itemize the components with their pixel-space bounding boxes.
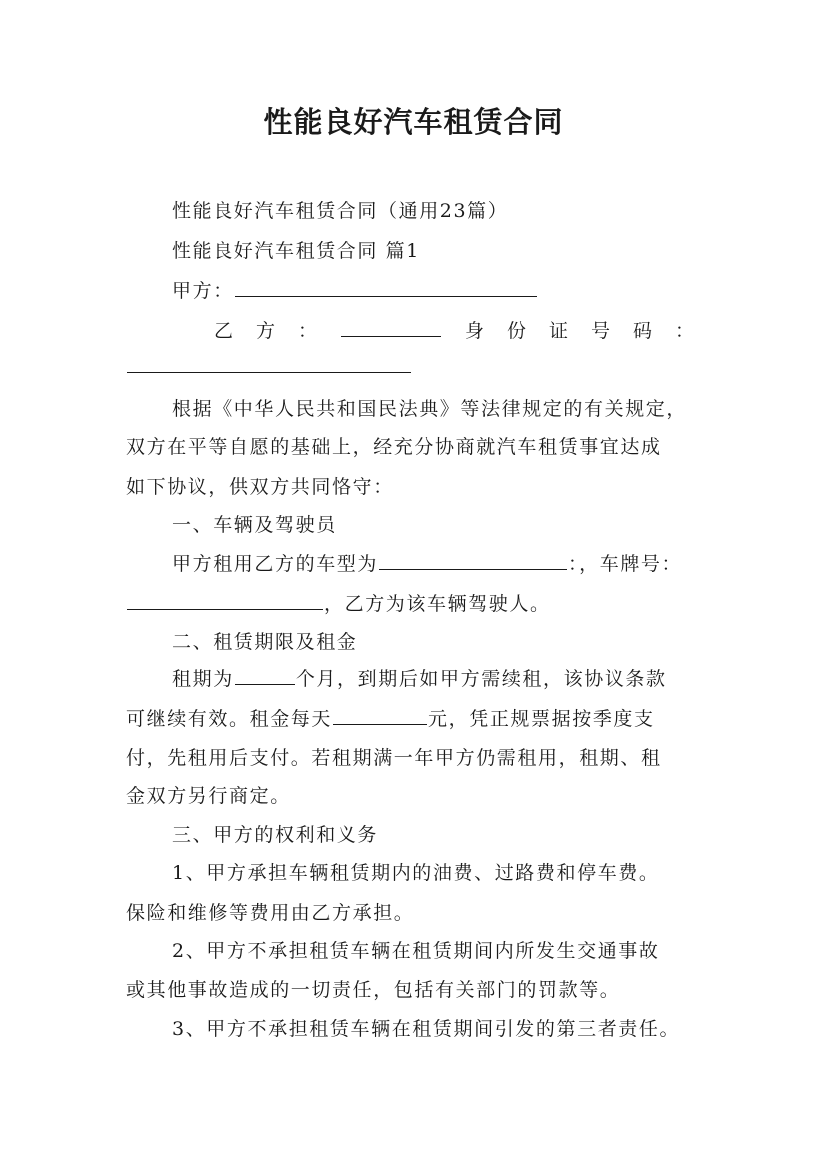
clause-heading: 三、甲方的权利和义务: [172, 824, 379, 846]
party-a-line: [172, 276, 538, 306]
intro-line: 如下协议，供双方共同恪守：: [126, 476, 394, 498]
party-b-char: 乙: [214, 320, 234, 342]
party-b-char: ：: [298, 320, 318, 342]
clause-text-segment: 租期为: [172, 668, 234, 690]
clause-text: [172, 549, 682, 579]
lease-months-blank: [235, 664, 295, 685]
party-b-char: 码: [632, 320, 652, 342]
party-b-char: 身: [464, 320, 484, 342]
clause-text: 付，先租用后支付。若租期满一年甲方仍需租用，租期、租: [126, 747, 662, 769]
daily-rent-blank: [333, 704, 427, 725]
section-heading: 性能良好汽车租赁合同 篇1: [172, 240, 420, 262]
clause-text: 1、甲方承担车辆租赁期内的油费、过路费和停车费。: [172, 862, 660, 884]
party-b-char: 份: [506, 320, 526, 342]
clause-text: 或其他事故造成的一切责任，包括有关部门的罚款等。: [126, 979, 621, 1001]
document-title: 性能良好汽车租赁合同: [263, 105, 564, 139]
party-b-char: 证: [548, 320, 568, 342]
id-number-line: [126, 352, 412, 382]
party-b-line: [214, 316, 694, 346]
plate-number-blank: [127, 589, 323, 610]
id-number-blank: [127, 352, 411, 373]
party-b-char: 号: [590, 320, 610, 342]
party-a-blank: [235, 276, 537, 297]
party-b-char: 方: [256, 320, 276, 342]
clause-heading: 一、车辆及驾驶员: [172, 514, 337, 536]
car-model-blank: [379, 549, 567, 570]
clause-text: 2、甲方不承担租赁车辆在租赁期间内所发生交通事故: [172, 940, 660, 962]
document-subtitle: 性能良好汽车租赁合同（通用23篇）: [172, 200, 509, 222]
clause-text-segment: 甲方租用乙方的车型为: [172, 553, 379, 575]
clause-text: [172, 664, 667, 694]
clause-text-segment: 可继续有效。租金每天: [126, 708, 333, 730]
party-b-char: ：: [674, 320, 694, 342]
clause-text: 3、甲方不承担租赁车辆在租赁期间引发的第三者责任。: [172, 1018, 681, 1040]
party-b-name-blank: [341, 316, 441, 337]
clause-heading: 二、租赁期限及租金: [172, 631, 358, 653]
clause-text-segment: ：，车牌号：: [568, 553, 683, 575]
clause-text: 金双方另行商定。: [126, 785, 291, 807]
clause-text: [126, 589, 551, 619]
party-a-label: 甲方：: [172, 280, 234, 302]
intro-line: 双方在平等自愿的基础上，经充分协商就汽车租赁事宜达成: [126, 436, 662, 458]
clause-text-segment: 元，凭正规票据按季度支: [428, 708, 655, 730]
clause-text: [126, 704, 655, 734]
intro-line: 根据《中华人民共和国民法典》等法律规定的有关规定，: [172, 398, 688, 420]
clause-text: 保险和维修等费用由乙方承担。: [126, 902, 415, 924]
clause-text-segment: ，乙方为该车辆驾驶人。: [324, 593, 551, 615]
clause-text-segment: 个月，到期后如甲方需续租，该协议条款: [295, 668, 667, 690]
